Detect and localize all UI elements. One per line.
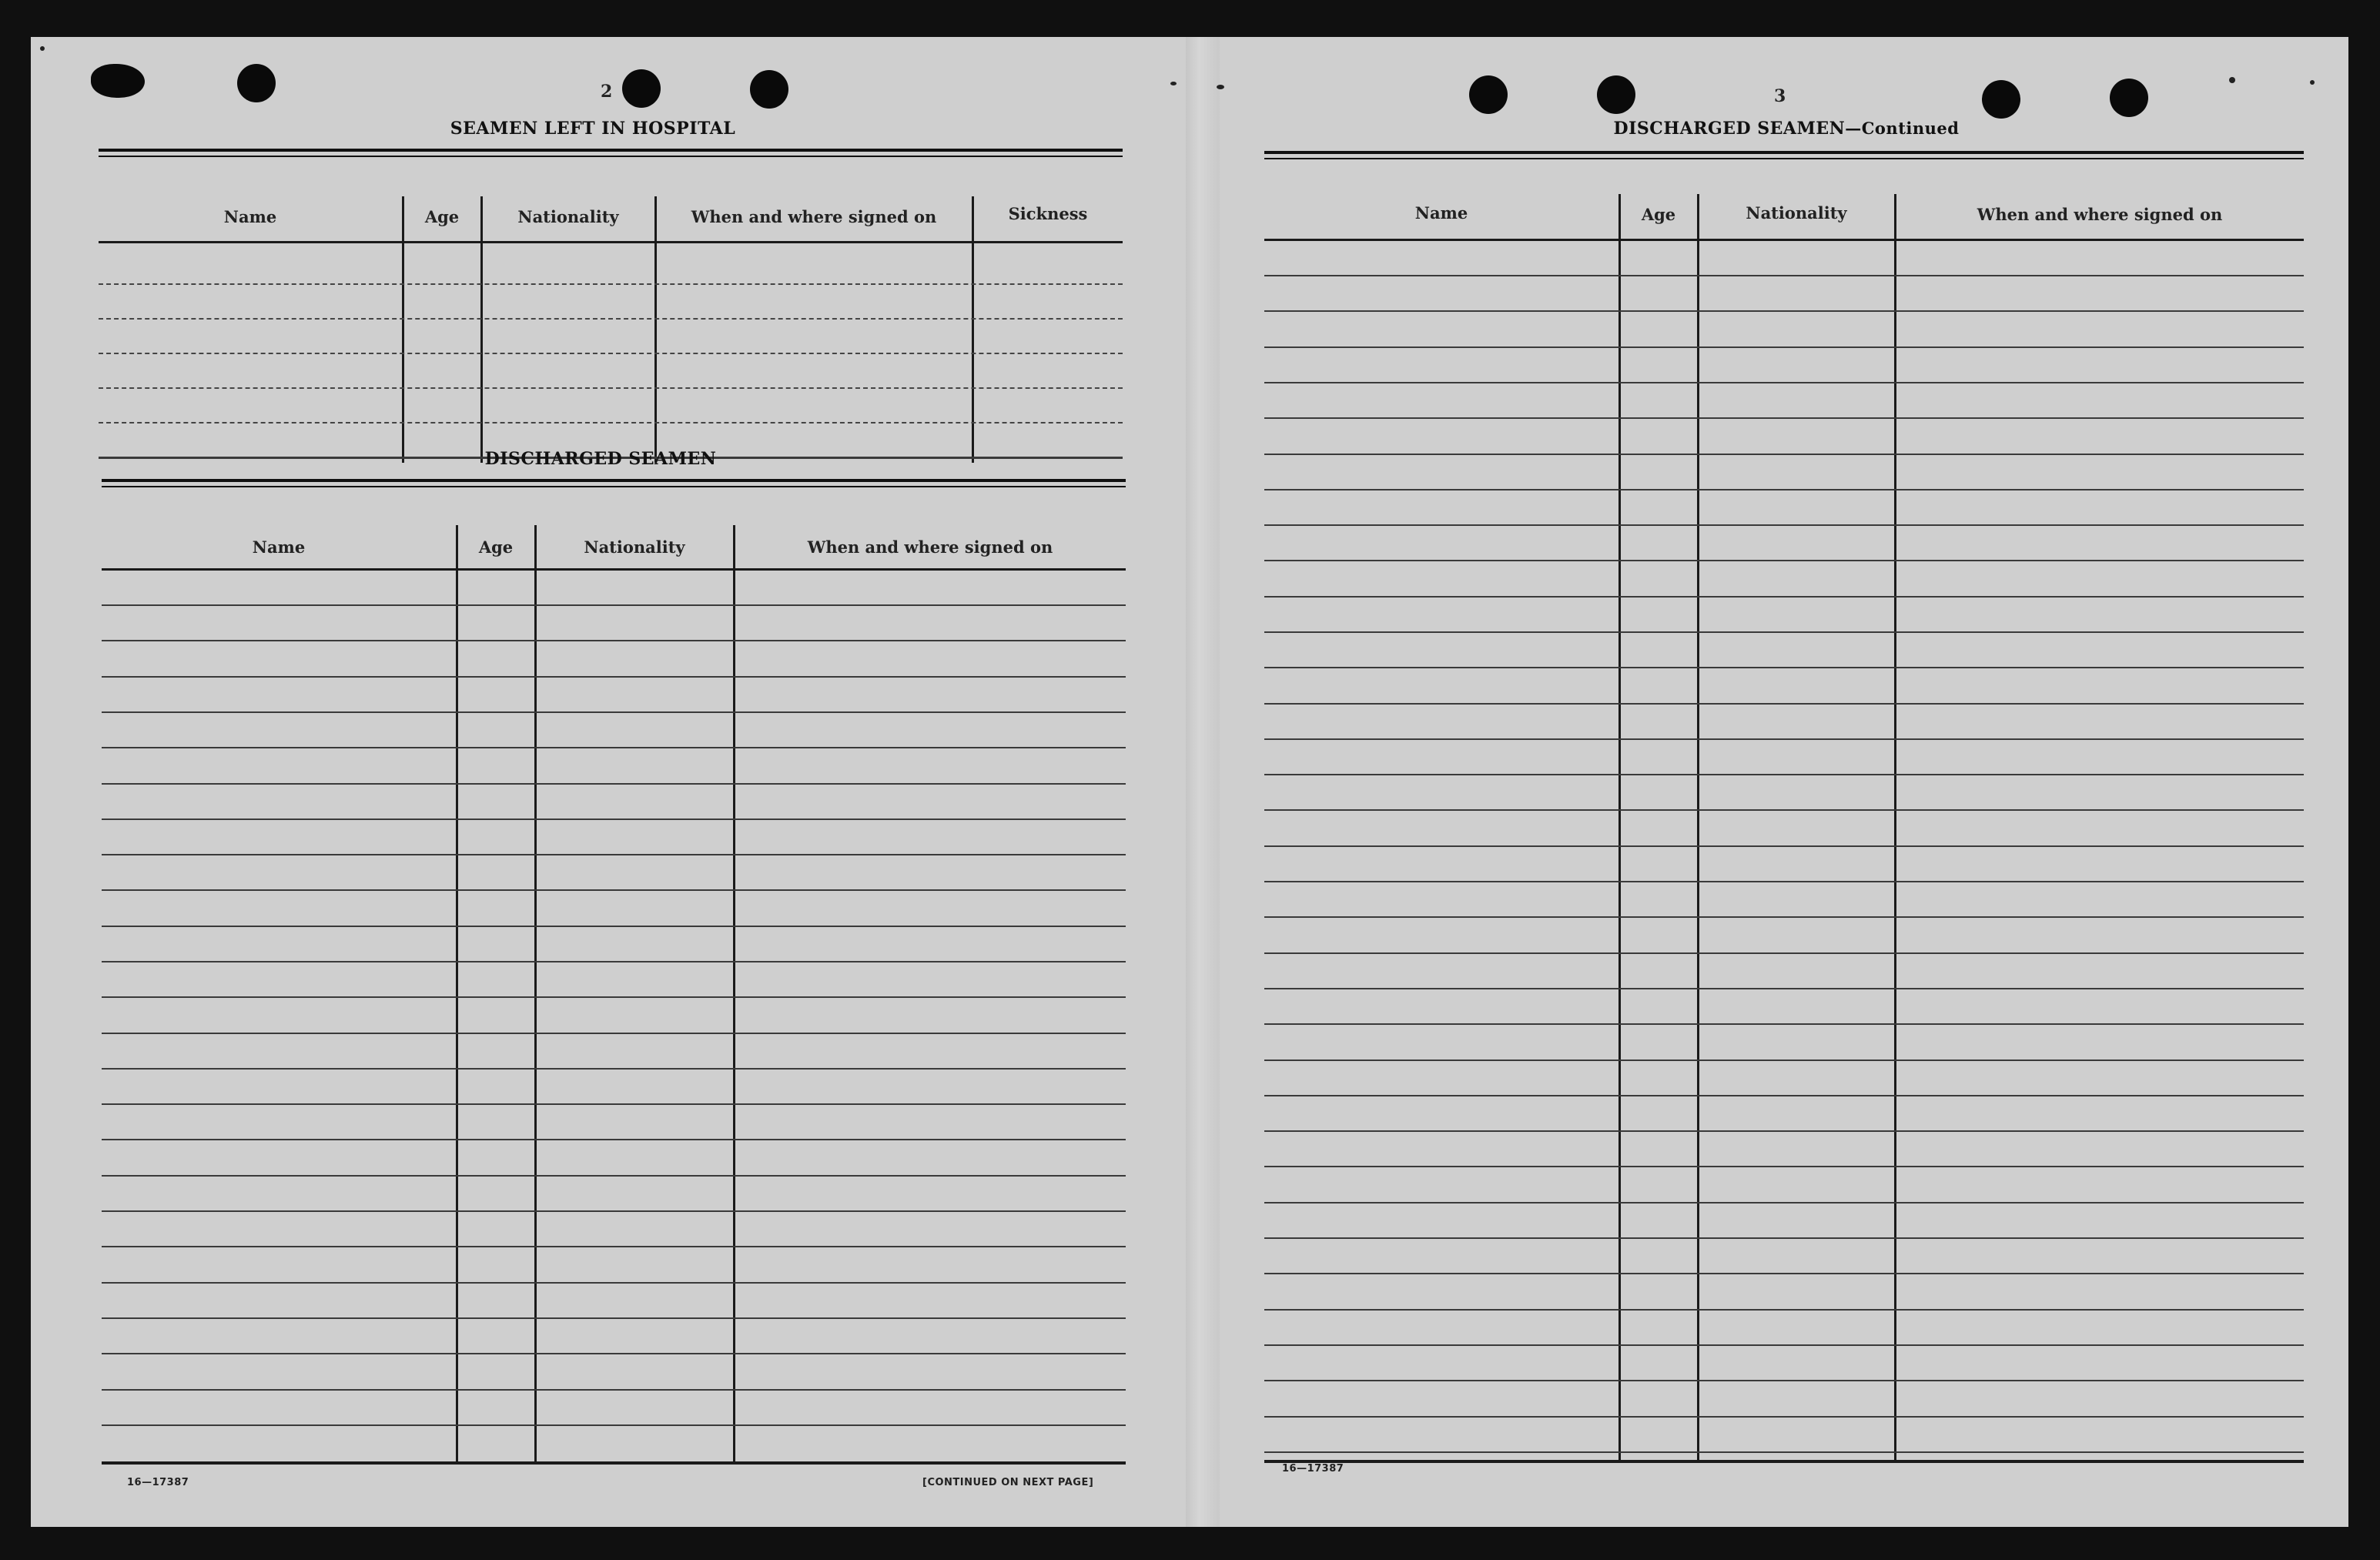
row-line — [102, 1424, 1126, 1426]
row-line — [102, 1389, 1126, 1391]
row-line — [1264, 382, 2304, 383]
row-line — [1264, 1166, 2304, 1167]
column-header-sickness: Sickness — [1008, 204, 1088, 223]
page-number: 2 — [601, 82, 613, 102]
speck — [40, 46, 45, 51]
row-line — [102, 854, 1126, 855]
table-top-rule — [102, 486, 1126, 487]
column-header-nationality: Nationality — [1746, 203, 1847, 223]
column-header-signed-on: When and where signed on — [807, 537, 1053, 557]
row-line — [1264, 845, 2304, 847]
speck — [2310, 80, 2315, 85]
table-top-rule — [1264, 158, 2304, 159]
row-line — [102, 1033, 1126, 1034]
column-header-signed-on: When and where signed on — [1977, 205, 2223, 224]
row-line — [102, 1103, 1126, 1105]
page-number: 3 — [1774, 86, 1786, 106]
column-header-name: Name — [1414, 203, 1468, 223]
column-header-age: Age — [1641, 205, 1676, 224]
table-bottom-rule — [1264, 1460, 2304, 1463]
row-line — [1264, 1130, 2304, 1132]
header-rule — [99, 241, 1123, 243]
row-line — [1264, 596, 2304, 598]
row-line — [102, 1353, 1126, 1354]
row-line — [1264, 809, 2304, 811]
punch-hole — [1597, 75, 1635, 114]
row-line — [1264, 489, 2304, 490]
page-fold — [1186, 37, 1220, 1527]
row-line — [1264, 1416, 2304, 1418]
row-line — [102, 1068, 1126, 1070]
column-divider — [534, 525, 537, 1463]
row-line — [99, 422, 1123, 423]
hospital-table — [99, 149, 1123, 463]
discharged-continued-title — [1571, 119, 2002, 139]
table-top-rule — [99, 156, 1123, 157]
column-divider — [456, 525, 458, 1463]
column-header-signed-on: When and where signed on — [691, 207, 937, 226]
row-line — [102, 604, 1126, 606]
column-header-nationality: Nationality — [517, 207, 619, 226]
punch-hole — [1469, 75, 1508, 114]
header-rule — [102, 568, 1126, 571]
row-line — [1264, 881, 2304, 882]
row-line — [102, 1175, 1126, 1177]
row-line — [102, 926, 1126, 927]
table-bottom-rule — [102, 1461, 1126, 1465]
discharged-continued-table — [1264, 151, 2304, 1466]
title-continued: —Continued — [1845, 119, 1960, 138]
column-header-name: Name — [252, 537, 306, 557]
column-divider — [1697, 194, 1699, 1461]
speck — [1170, 82, 1177, 85]
form-number: 16—17387 — [127, 1477, 189, 1488]
row-line — [1264, 631, 2304, 633]
punch-hole — [750, 70, 788, 109]
row-line — [1264, 1380, 2304, 1381]
document-sheet — [31, 37, 2348, 1527]
row-line — [1264, 1202, 2304, 1203]
header-rule — [1264, 239, 2304, 241]
row-line — [1264, 738, 2304, 740]
row-line — [102, 783, 1126, 785]
row-line — [1264, 1023, 2304, 1025]
discharged-section-title: DISCHARGED SEAMEN — [484, 449, 717, 469]
row-line — [99, 353, 1123, 354]
row-line — [102, 961, 1126, 962]
row-line — [1264, 703, 2304, 705]
column-header-age: Age — [424, 207, 460, 226]
punch-hole — [2110, 79, 2148, 117]
row-line — [102, 1139, 1126, 1140]
table-top-rule — [102, 479, 1126, 482]
table-top-rule — [1264, 151, 2304, 154]
column-divider — [1894, 194, 1896, 1461]
row-line — [1264, 1095, 2304, 1096]
row-line — [1264, 417, 2304, 419]
row-line — [102, 1210, 1126, 1212]
row-line — [102, 818, 1126, 820]
punch-hole — [1982, 80, 2020, 119]
row-line — [1264, 774, 2304, 775]
row-line — [1264, 1344, 2304, 1346]
row-line — [99, 283, 1123, 285]
row-line — [1264, 454, 2304, 455]
row-line — [1264, 1273, 2304, 1274]
row-line — [102, 676, 1126, 678]
row-line — [1264, 560, 2304, 561]
row-line — [1264, 1237, 2304, 1239]
row-line — [99, 387, 1123, 389]
row-line — [102, 1246, 1126, 1247]
row-line — [102, 1317, 1126, 1319]
discharged-table — [102, 479, 1126, 1472]
table-top-rule — [99, 149, 1123, 152]
row-line — [1264, 310, 2304, 312]
row-line — [102, 640, 1126, 641]
column-header-age: Age — [478, 537, 514, 557]
row-line — [102, 1282, 1126, 1284]
row-line — [102, 996, 1126, 998]
row-line — [1264, 1309, 2304, 1311]
row-line — [1264, 1060, 2304, 1061]
hospital-section-title: SEAMEN LEFT IN HOSPITAL — [450, 119, 736, 139]
punch-hole — [622, 69, 661, 108]
row-line — [102, 747, 1126, 748]
speck — [1217, 85, 1224, 89]
row-line — [1264, 1451, 2304, 1453]
punch-hole — [237, 64, 276, 102]
row-line — [1264, 524, 2304, 526]
row-line — [1264, 346, 2304, 348]
row-line — [1264, 988, 2304, 989]
column-divider — [733, 525, 735, 1463]
row-line — [1264, 667, 2304, 668]
column-header-name: Name — [223, 207, 277, 226]
row-line — [1264, 275, 2304, 276]
row-line — [1264, 916, 2304, 918]
row-line — [99, 318, 1123, 320]
title-main: DISCHARGED SEAMEN — [1613, 119, 1846, 139]
row-line — [102, 711, 1126, 713]
row-line — [102, 889, 1126, 891]
torn-corner — [91, 64, 145, 98]
speck — [2229, 77, 2235, 83]
column-header-nationality: Nationality — [584, 537, 685, 557]
row-line — [1264, 952, 2304, 954]
form-number: 16—17387 — [1282, 1463, 1344, 1475]
continued-note: [CONTINUED ON NEXT PAGE] — [922, 1477, 1094, 1488]
column-divider — [1618, 194, 1621, 1461]
